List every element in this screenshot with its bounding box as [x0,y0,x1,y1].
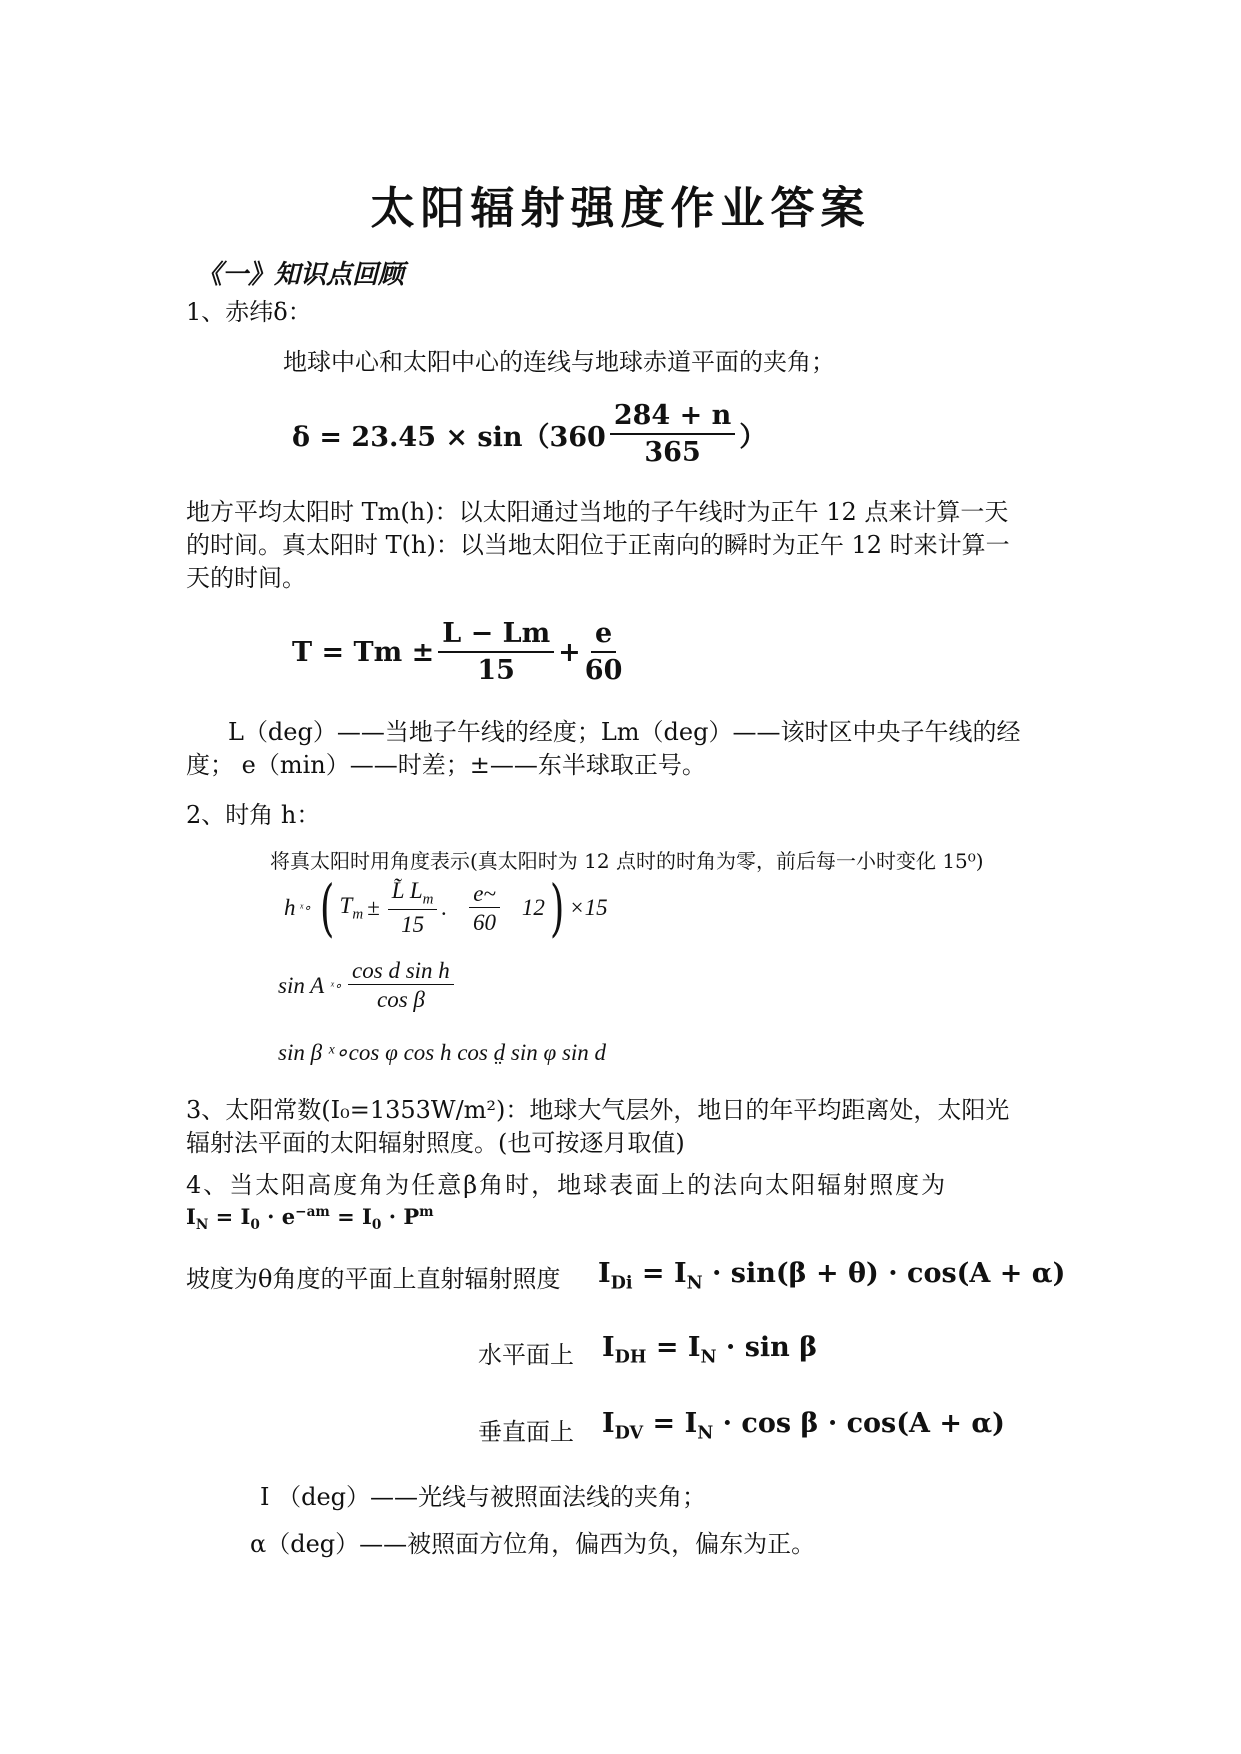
item3-line1: 3、太阳常数(I₀=1353W/m²)：地球大气层外，地日的年平均距离处，太阳光 [186,1096,1010,1124]
hour-angle-fraction-1 [388,878,438,938]
vertical-formula: $I_{DV} = I_N \cdot \cos \beta \cdot \cos(A + \alpha)$ [602,1408,1005,1444]
vertical-label: 垂直面上 [478,1418,574,1446]
hour-angle-fraction-1-num: L̃ $L_m$ [388,878,438,910]
time-formula-plus: + [558,636,581,668]
item2-description: 将真太阳时用角度表示(真太阳时为 12 点时的时角为零，前后每一小时变化 15⁰) [270,849,984,873]
hour-angle-fraction-1-den: 15 [401,911,425,937]
declination-denominator: 365 [644,437,701,468]
right-paren: ) [549,871,565,944]
time-text-line1: 地方平均太阳时 Tm(h)：以太阳通过当地的子午线时为正午 12 点来计算一天 [186,498,1009,526]
declination-fraction [610,400,735,468]
hour-angle-fraction-2-num: e~ [469,881,500,908]
time-fraction-1-den: 15 [477,655,515,686]
declination-lhs: δ = 23.45 × sin（360 [292,421,606,453]
azimuth-numerator: cos d sin h [348,958,454,985]
time-fraction-2 [585,618,623,686]
time-formula [292,618,626,686]
time-formula-lhs: T = Tm ± [292,636,435,668]
azimuth-marks: ˣ∘ [330,977,343,993]
declination-close: ） [739,421,767,453]
time-fraction-2-num: e [591,618,616,653]
note-angle: I （deg）——光线与被照面法线的夹角； [260,1483,707,1511]
azimuth-formula [278,958,458,1013]
hour-angle-marks: ˣ∘ [299,900,312,915]
hour-angle-tm: $T_m$ [339,892,364,923]
left-paren: ( [320,871,335,944]
time-text-line3: 天的时间。 [186,564,306,592]
hour-angle-fraction-2-den: 60 [473,909,497,935]
hour-angle-times: ×15 [569,895,608,920]
normal-irradiance-formula: $I_N = I_0 \cdot e^{-am} = I_0 \cdot P^m$ [186,1204,434,1234]
hour-angle-pm: ± [367,895,380,920]
section-heading: 《一》知识点回顾 [196,260,405,290]
time-fraction-1 [438,618,554,686]
altitude-formula: sin β ˣ∘cos φ cos h cos d̤ sin φ sin d [278,1040,607,1065]
hour-angle-fraction-2 [469,881,500,936]
azimuth-denominator: cos β [376,987,425,1012]
item2-heading: 2、时角 h： [186,801,321,829]
azimuth-lhs: sin A [278,972,325,998]
time-text-line2: 的时间。真太阳时 T(h)：以当地太阳位于正南向的瞬时为正午 12 时来计算一 [186,531,1010,559]
hour-angle-dot: . [441,895,448,920]
item4-line1: 4、当太阳高度角为任意β角时，地球表面上的法向太阳辐射照度为 [186,1171,948,1199]
time-fraction-1-num: L − Lm [438,618,554,653]
declination-formula [292,400,766,468]
horizontal-formula: $I_{DH} = I_N \cdot \sin \beta$ [602,1332,818,1368]
hour-angle-twelve: 12 [521,895,545,920]
item1-definition: 地球中心和太阳中心的连线与地球赤道平面的夹角； [283,348,835,376]
item3-line2: 辐射法平面的太阳辐射照度。(也可按逐月取值) [186,1129,685,1157]
note-azimuth: α（deg）——被照面方位角，偏西为负，偏东为正。 [250,1530,816,1558]
slope-label: 坡度为θ角度的平面上直射辐射照度 [186,1265,561,1293]
horizontal-label: 水平面上 [478,1341,574,1369]
time-fraction-2-den: 60 [584,655,623,686]
hour-angle-lhs: h [284,895,296,920]
slope-formula: $I_{Di} = I_N \cdot \sin(\beta + \theta) \cdot \cos(A + \alpha)$ [598,1258,1066,1294]
declination-numerator: 284 + n [610,400,735,435]
time-notes-line2: 度； e（min）——时差；±——东半球取正号。 [186,751,706,779]
hour-angle-formula [284,870,608,946]
time-notes-line1: L（deg）——当地子午线的经度；Lm（deg）——该时区中央子午线的经 [228,718,1021,746]
azimuth-fraction [348,958,454,1013]
item1-heading: 1、赤纬δ： [186,298,312,326]
page-title: 太阳辐射强度作业答案 [370,183,871,234]
